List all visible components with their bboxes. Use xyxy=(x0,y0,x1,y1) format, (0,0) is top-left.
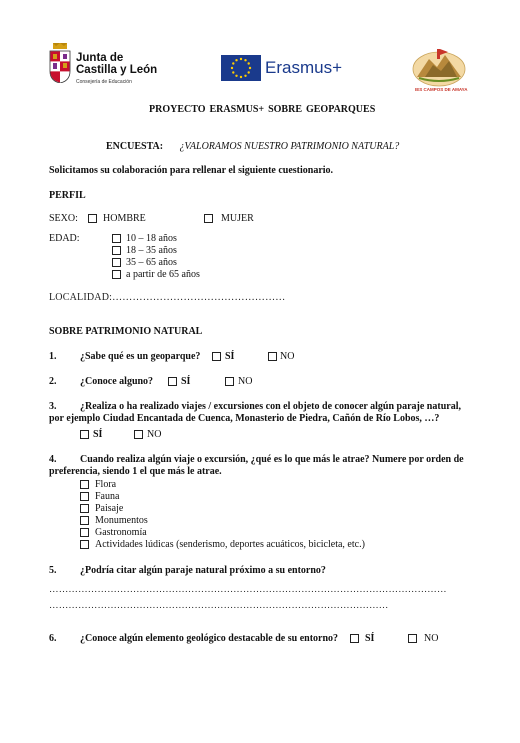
school-emblem-icon xyxy=(411,47,467,87)
q2-number: 2. xyxy=(49,376,57,387)
q3-text-line2: por ejemplo Ciudad Encantada de Cuenca, Monasterio de Piedra, Cañón de Río Lobos, …? xyxy=(49,413,440,424)
q5-answer-line2[interactable]: …………………………………………………………………………………………… xyxy=(49,601,389,611)
q4-option-actividades: Actividades lúdicas (senderismo, deportes acuáticos, bicicleta, etc.) xyxy=(95,539,365,550)
q4-option-monumentos: Monumentos xyxy=(95,515,148,526)
q1-text: ¿Sabe qué es un geoparque? xyxy=(80,351,201,362)
q2-yes-checkbox[interactable] xyxy=(168,377,177,386)
q3-number: 3. xyxy=(49,401,57,412)
q1-no-checkbox[interactable] xyxy=(268,352,277,361)
profile-heading: PERFIL xyxy=(49,190,86,201)
option-age-18-35: 18 – 35 años xyxy=(126,245,177,256)
q1-no-label: NO xyxy=(280,351,295,362)
jcyl-line1: Junta de xyxy=(76,52,124,64)
q1-yes-checkbox[interactable] xyxy=(212,352,221,361)
nature-heading: SOBRE PATRIMONIO NATURAL xyxy=(49,326,203,337)
project-title: PROYECTO ERASMUS+ SOBRE GEOPARQUES xyxy=(149,104,376,115)
q3-yes-label: SÍ xyxy=(93,429,103,440)
q6-number: 6. xyxy=(49,633,57,644)
q4-number: 4. xyxy=(49,454,57,465)
q4-gastronomia-box[interactable] xyxy=(80,528,89,537)
age-label: EDAD: xyxy=(49,233,80,244)
q6-no-label: NO xyxy=(424,633,439,644)
q4-option-paisaje: Paisaje xyxy=(95,503,124,514)
q2-yes-label: SÍ xyxy=(181,376,191,387)
q3-yes-checkbox[interactable] xyxy=(80,430,89,439)
q4-fauna-box[interactable] xyxy=(80,492,89,501)
checkbox-hombre[interactable] xyxy=(88,214,97,223)
q4-option-flora: Flora xyxy=(95,479,117,490)
q2-text: ¿Conoce alguno? xyxy=(80,376,154,387)
option-age-35-65: 35 – 65 años xyxy=(126,257,177,268)
checkbox-mujer[interactable] xyxy=(204,214,213,223)
jcyl-line2: Castilla y León xyxy=(76,64,158,76)
survey-line xyxy=(106,141,399,152)
q5-answer-line1[interactable]: …………………………………………………………………………………………………………… xyxy=(49,585,447,595)
amaya-logo xyxy=(411,47,467,95)
sex-label: SEXO: xyxy=(49,213,78,224)
q1-number: 1. xyxy=(49,351,57,362)
q1-yes-label: SÍ xyxy=(225,351,235,362)
q4-actividades-box[interactable] xyxy=(80,540,89,549)
erasmus-logo xyxy=(221,55,361,81)
q5-number: 5. xyxy=(49,565,57,576)
checkbox-age-18-35[interactable] xyxy=(112,246,121,255)
q4-text-line2: preferencia, siendo 1 el que más le atrae. xyxy=(49,466,222,477)
checkbox-age-65plus[interactable] xyxy=(112,270,121,279)
q4-text-line1: Cuando realiza algún viaje o excursión, ¿qué es lo que más le atrae? Numere por orden de xyxy=(80,454,464,465)
q6-text: ¿Conoce algún elemento geológico destacable de su entorno? xyxy=(80,633,339,644)
option-hombre: HOMBRE xyxy=(103,213,146,224)
survey-title: ¿VALORAMOS NUESTRO PATRIMONIO NATURAL? xyxy=(179,141,400,152)
jcyl-subtitle: Consejería de Educación xyxy=(76,79,132,85)
option-mujer: MUJER xyxy=(221,213,254,224)
q3-no-checkbox[interactable] xyxy=(134,430,143,439)
q6-yes-checkbox[interactable] xyxy=(350,634,359,643)
q4-option-gastronomia: Gastronomía xyxy=(95,527,147,538)
locality-field[interactable]: LOCALIDAD:…………………………………………… xyxy=(49,292,286,303)
survey-label: ENCUESTA: xyxy=(106,141,164,152)
checkbox-age-35-65[interactable] xyxy=(112,258,121,267)
q4-flora-box[interactable] xyxy=(80,480,89,489)
q3-no-label: NO xyxy=(147,429,162,440)
intro-text: Solicitamos su colaboración para rellenar el siguiente cuestionario. xyxy=(49,165,334,176)
q6-yes-label: SÍ xyxy=(365,633,375,644)
q5-text: ¿Podría citar algún paraje natural próximo a su entorno? xyxy=(80,565,326,576)
q2-no-checkbox[interactable] xyxy=(225,377,234,386)
q2-no-label: NO xyxy=(238,376,253,387)
erasmus-label: Erasmus+ xyxy=(265,58,342,77)
q3-text-line1: ¿Realiza o ha realizado viajes / excursiones con el objeto de conocer algún paraje natural, xyxy=(80,401,461,412)
option-age-10-18: 10 – 18 años xyxy=(126,233,177,244)
amaya-label: IES CAMPOS DE AMAYA xyxy=(415,87,468,92)
castilla-leon-shield-icon xyxy=(48,43,72,83)
option-age-65plus: a partir de 65 años xyxy=(126,269,200,280)
eu-flag-icon xyxy=(221,55,261,81)
q4-monumentos-box[interactable] xyxy=(80,516,89,525)
q4-paisaje-box[interactable] xyxy=(80,504,89,513)
checkbox-age-10-18[interactable] xyxy=(112,234,121,243)
q4-option-fauna: Fauna xyxy=(95,491,120,502)
jcyl-logo xyxy=(48,43,158,93)
q6-no-checkbox[interactable] xyxy=(408,634,417,643)
